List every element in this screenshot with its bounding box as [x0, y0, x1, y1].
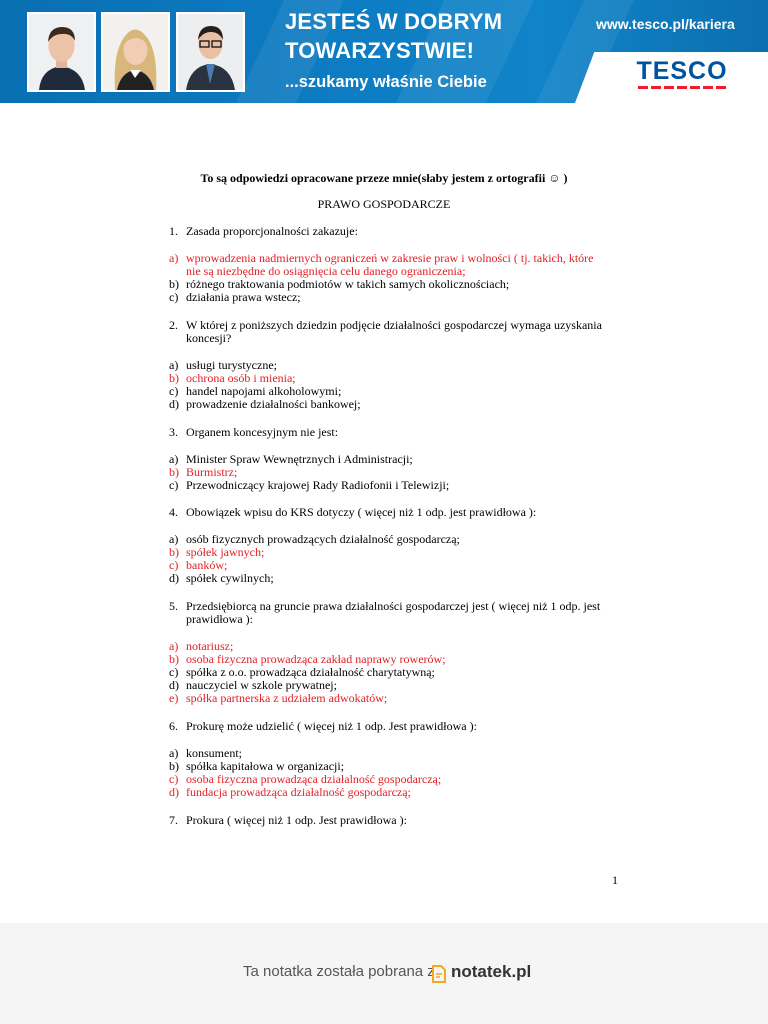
answer-text: wprowadzenia nadmiernych ograniczeń w zakresie praw i wolności ( tj. takich, które — [186, 251, 594, 265]
answer-letter: c) — [169, 290, 179, 304]
answer-letter: b) — [169, 277, 179, 291]
answer-letter: c) — [169, 665, 179, 679]
question-number: 5. — [169, 599, 178, 613]
question-text: Prokura ( więcej niż 1 odp. Jest prawidłowa ): — [186, 813, 407, 827]
person-3-portrait — [178, 14, 243, 90]
page-number: 1 — [612, 873, 618, 887]
answer-text: osoba fizyczna prowadząca działalność gospodarczą; — [186, 772, 442, 786]
answer-letter: a) — [169, 358, 179, 372]
tesco-career-banner[interactable] — [0, 0, 768, 103]
answer-letter: b) — [169, 652, 179, 666]
tesco-logo-stripes — [624, 86, 740, 89]
person-photo-1 — [27, 12, 96, 92]
answer-text: spółek jawnych; — [186, 545, 265, 559]
tesco-logo — [624, 58, 740, 94]
download-footer[interactable] — [0, 923, 768, 1024]
answer-text: spółek cywilnych; — [186, 571, 274, 585]
answer-letter: a) — [169, 452, 179, 466]
answer-text: spółka kapitałowa w organizacji; — [186, 759, 345, 773]
answer-letter: b) — [169, 371, 179, 385]
question-text: Prokurę może udzielić ( więcej niż 1 odp. Jest prawidłowa ): — [186, 719, 477, 733]
answer-letter: c) — [169, 772, 179, 786]
answer-text: notariusz; — [186, 639, 234, 653]
answer-letter: a) — [169, 251, 179, 265]
person-2-portrait — [103, 14, 168, 90]
answer-text: Przewodniczący krajowej Rady Radiofonii i Telewizji; — [186, 478, 450, 492]
answer-letter: a) — [169, 746, 179, 760]
answer-letter: a) — [169, 639, 179, 653]
person-1-portrait — [29, 14, 94, 90]
question-text: Obowiązek wpisu do KRS dotyczy ( więcej niż 1 odp. jest prawidłowa ): — [186, 505, 537, 519]
question-text: koncesji? — [186, 331, 232, 345]
question-text: prawidłowa ): — [186, 612, 253, 626]
answer-letter: e) — [169, 691, 179, 705]
answer-text: nauczyciel w szkole prywatnej; — [186, 678, 337, 692]
answer-text: konsument; — [186, 746, 242, 760]
answer-text: osób fizycznych prowadzących działalność gospodarczą; — [186, 532, 460, 546]
answer-letter: d) — [169, 397, 179, 411]
question-number: 2. — [169, 318, 178, 332]
answer-text: Minister Spraw Wewnętrznych i Administracji; — [186, 452, 413, 466]
answer-text: prowadzenie działalności bankowej; — [186, 397, 361, 411]
answer-text: banków; — [186, 558, 228, 572]
document-page — [0, 103, 768, 923]
banner-headline-line2: TOWARZYSTWIE! — [285, 38, 475, 63]
person-photo-3 — [176, 12, 245, 92]
answer-text: fundacja prowadząca działalność gospodarczą; — [186, 785, 411, 799]
document-title: PRAWO GOSPODARCZE — [317, 197, 451, 211]
banner-headline-line1: JESTEŚ W DOBRYM — [285, 9, 503, 34]
answer-letter: b) — [169, 759, 179, 773]
answer-text: nie są niezbędne do osiągnięcia celu danego ograniczenia; — [186, 264, 466, 278]
footer-text: Ta notatka została pobrana z — [243, 963, 435, 980]
person-photo-2 — [101, 12, 170, 92]
question-text: W której z poniższych dziedzin podjęcie działalności gospodarczej wymaga uzyskania — [186, 318, 602, 332]
question-number: 6. — [169, 719, 178, 733]
notatek-brand-link[interactable]: notatek.pl — [451, 962, 532, 981]
answer-letter: b) — [169, 545, 179, 559]
answer-text: Burmistrz; — [186, 465, 238, 479]
answer-letter: c) — [169, 558, 179, 572]
question-number: 1. — [169, 224, 178, 238]
banner-subheadline: ...szukamy właśnie Ciebie — [285, 73, 487, 91]
answer-text: spółka z o.o. prowadząca działalność charytatywną; — [186, 665, 435, 679]
question-number: 3. — [169, 425, 178, 439]
answer-letter: c) — [169, 384, 179, 398]
answer-text: osoba fizyczna prowadząca zakład naprawy rowerów; — [186, 652, 446, 666]
answer-letter: d) — [169, 785, 179, 799]
question-number: 4. — [169, 505, 178, 519]
answer-text: usługi turystyczne; — [186, 358, 277, 372]
answer-text: ochrona osób i mienia; — [186, 371, 296, 385]
tesco-logo-text: TESCO — [636, 57, 728, 85]
notatek-logo-icon — [431, 965, 447, 983]
answer-letter: d) — [169, 678, 179, 692]
question-text: Organem koncesyjnym nie jest: — [186, 425, 339, 439]
answer-letter: d) — [169, 571, 179, 585]
answer-letter: a) — [169, 532, 179, 546]
question-text: Przedsiębiorcą na gruncie prawa działalności gospodarczej jest ( więcej niż 1 odp. jest — [186, 599, 601, 613]
career-url-link[interactable]: www.tesco.pl/kariera — [596, 16, 735, 32]
answer-text: handel napojami alkoholowymi; — [186, 384, 342, 398]
answer-text: spółka partnerska z udziałem adwokatów; — [186, 691, 388, 705]
answer-text: działania prawa wstecz; — [186, 290, 301, 304]
answer-letter: c) — [169, 478, 179, 492]
question-text: Zasada proporcjonalności zakazuje: — [186, 224, 358, 238]
answer-letter: b) — [169, 465, 179, 479]
document-intro: To są odpowiedzi opracowane przeze mnie(słaby jestem z ortografii ☺ ) — [200, 171, 568, 185]
answer-text: różnego traktowania podmiotów w takich samych okolicznościach; — [186, 277, 510, 291]
question-number: 7. — [169, 813, 178, 827]
